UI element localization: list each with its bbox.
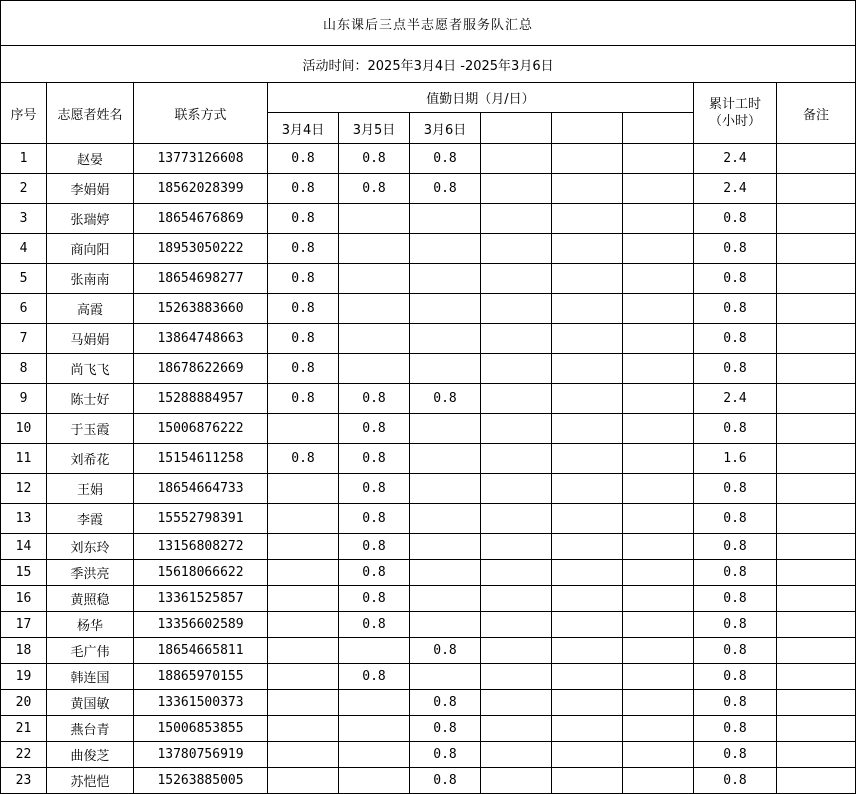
row-note bbox=[777, 264, 856, 294]
row-phone: 18654698277 bbox=[134, 264, 268, 294]
row-day-3 bbox=[410, 534, 481, 560]
table-row bbox=[1, 504, 856, 534]
row-day-6 bbox=[623, 144, 694, 174]
row-phone: 15288884957 bbox=[134, 384, 268, 414]
row-day-3: 0.8 bbox=[410, 716, 481, 742]
row-total-hours: 0.8 bbox=[694, 294, 777, 324]
row-day-1 bbox=[268, 664, 339, 690]
row-day-6 bbox=[623, 474, 694, 504]
row-day-5 bbox=[552, 742, 623, 768]
row-day-6 bbox=[623, 264, 694, 294]
row-phone: 15263885005 bbox=[134, 768, 268, 794]
row-index: 14 bbox=[1, 534, 47, 560]
row-total-hours: 0.8 bbox=[694, 204, 777, 234]
header-dates-group: 值勤日期（月/日） bbox=[268, 83, 694, 113]
row-day-1: 0.8 bbox=[268, 264, 339, 294]
table-row bbox=[1, 384, 856, 414]
row-day-3 bbox=[410, 612, 481, 638]
row-day-2: 0.8 bbox=[339, 504, 410, 534]
row-day-1: 0.8 bbox=[268, 174, 339, 204]
row-day-1 bbox=[268, 560, 339, 586]
row-day-2 bbox=[339, 204, 410, 234]
row-name: 张南南 bbox=[47, 264, 134, 294]
row-day-2 bbox=[339, 234, 410, 264]
row-total-hours: 0.8 bbox=[694, 474, 777, 504]
header-note: 备注 bbox=[777, 83, 856, 144]
row-day-5 bbox=[552, 174, 623, 204]
row-day-1: 0.8 bbox=[268, 144, 339, 174]
header-total-hours bbox=[694, 83, 777, 144]
row-index: 19 bbox=[1, 664, 47, 690]
row-phone: 15006853855 bbox=[134, 716, 268, 742]
row-total-hours: 2.4 bbox=[694, 384, 777, 414]
table-row bbox=[1, 324, 856, 354]
row-day-2 bbox=[339, 690, 410, 716]
row-name: 王娟 bbox=[47, 474, 134, 504]
row-day-3 bbox=[410, 354, 481, 384]
row-day-4 bbox=[481, 384, 552, 414]
row-day-1: 0.8 bbox=[268, 444, 339, 474]
row-note bbox=[777, 664, 856, 690]
row-phone: 18654664733 bbox=[134, 474, 268, 504]
row-day-4 bbox=[481, 234, 552, 264]
row-day-5 bbox=[552, 560, 623, 586]
row-day-4 bbox=[481, 560, 552, 586]
row-day-1 bbox=[268, 534, 339, 560]
row-day-5 bbox=[552, 414, 623, 444]
row-day-4 bbox=[481, 264, 552, 294]
row-day-3 bbox=[410, 560, 481, 586]
header-total-hours-line2: （小时） bbox=[708, 114, 761, 129]
row-note bbox=[777, 504, 856, 534]
row-phone: 13864748663 bbox=[134, 324, 268, 354]
row-day-5 bbox=[552, 534, 623, 560]
row-name: 于玉霞 bbox=[47, 414, 134, 444]
row-total-hours: 2.4 bbox=[694, 144, 777, 174]
row-day-5 bbox=[552, 638, 623, 664]
row-day-3 bbox=[410, 204, 481, 234]
row-day-6 bbox=[623, 384, 694, 414]
row-day-6 bbox=[623, 664, 694, 690]
row-day-4 bbox=[481, 204, 552, 234]
row-note bbox=[777, 716, 856, 742]
row-day-5 bbox=[552, 144, 623, 174]
row-name: 黄照稳 bbox=[47, 586, 134, 612]
row-day-6 bbox=[623, 234, 694, 264]
row-total-hours: 0.8 bbox=[694, 264, 777, 294]
row-phone: 18654665811 bbox=[134, 638, 268, 664]
row-day-2 bbox=[339, 638, 410, 664]
header-date-5 bbox=[552, 113, 623, 144]
row-day-6 bbox=[623, 768, 694, 794]
row-phone: 18678622669 bbox=[134, 354, 268, 384]
header-date-1: 3月4日 bbox=[268, 113, 339, 144]
row-note bbox=[777, 534, 856, 560]
row-index: 22 bbox=[1, 742, 47, 768]
table-row bbox=[1, 664, 856, 690]
row-phone: 13356602589 bbox=[134, 612, 268, 638]
row-day-1: 0.8 bbox=[268, 234, 339, 264]
row-day-6 bbox=[623, 560, 694, 586]
row-index: 16 bbox=[1, 586, 47, 612]
row-day-4 bbox=[481, 664, 552, 690]
row-day-3 bbox=[410, 664, 481, 690]
row-day-3: 0.8 bbox=[410, 690, 481, 716]
row-total-hours: 2.4 bbox=[694, 174, 777, 204]
row-day-2 bbox=[339, 716, 410, 742]
row-day-1 bbox=[268, 638, 339, 664]
row-note bbox=[777, 690, 856, 716]
row-day-6 bbox=[623, 294, 694, 324]
row-note bbox=[777, 414, 856, 444]
row-name: 刘东玲 bbox=[47, 534, 134, 560]
row-day-2: 0.8 bbox=[339, 586, 410, 612]
row-day-4 bbox=[481, 716, 552, 742]
row-day-5 bbox=[552, 204, 623, 234]
row-index: 5 bbox=[1, 264, 47, 294]
row-phone: 13361525857 bbox=[134, 586, 268, 612]
row-total-hours: 0.8 bbox=[694, 560, 777, 586]
row-day-1 bbox=[268, 716, 339, 742]
row-name: 曲俊芝 bbox=[47, 742, 134, 768]
header-date-6 bbox=[623, 113, 694, 144]
row-note bbox=[777, 324, 856, 354]
row-day-1 bbox=[268, 474, 339, 504]
row-total-hours: 0.8 bbox=[694, 234, 777, 264]
row-phone: 13780756919 bbox=[134, 742, 268, 768]
row-index: 4 bbox=[1, 234, 47, 264]
row-day-3 bbox=[410, 474, 481, 504]
row-day-3 bbox=[410, 444, 481, 474]
row-day-6 bbox=[623, 354, 694, 384]
row-day-2: 0.8 bbox=[339, 174, 410, 204]
row-name: 韩连国 bbox=[47, 664, 134, 690]
table-row bbox=[1, 586, 856, 612]
row-day-2: 0.8 bbox=[339, 444, 410, 474]
row-total-hours: 0.8 bbox=[694, 534, 777, 560]
header-date-2: 3月5日 bbox=[339, 113, 410, 144]
row-day-5 bbox=[552, 504, 623, 534]
row-day-6 bbox=[623, 534, 694, 560]
row-day-4 bbox=[481, 444, 552, 474]
row-day-4 bbox=[481, 534, 552, 560]
row-name: 商向阳 bbox=[47, 234, 134, 264]
row-day-1 bbox=[268, 504, 339, 534]
row-index: 20 bbox=[1, 690, 47, 716]
row-note bbox=[777, 638, 856, 664]
row-day-5 bbox=[552, 690, 623, 716]
activity-period: 活动时间：2025年3月4日 -2025年3月6日 bbox=[1, 46, 856, 83]
table-row bbox=[1, 204, 856, 234]
row-day-5 bbox=[552, 444, 623, 474]
row-total-hours: 0.8 bbox=[694, 716, 777, 742]
row-day-1: 0.8 bbox=[268, 384, 339, 414]
row-index: 1 bbox=[1, 144, 47, 174]
row-day-1: 0.8 bbox=[268, 324, 339, 354]
row-day-4 bbox=[481, 324, 552, 354]
row-phone: 18654676869 bbox=[134, 204, 268, 234]
row-day-2: 0.8 bbox=[339, 534, 410, 560]
row-day-4 bbox=[481, 768, 552, 794]
table-row bbox=[1, 690, 856, 716]
row-note bbox=[777, 768, 856, 794]
row-name: 赵晏 bbox=[47, 144, 134, 174]
row-day-4 bbox=[481, 586, 552, 612]
row-day-4 bbox=[481, 144, 552, 174]
row-total-hours: 0.8 bbox=[694, 324, 777, 354]
sheet-title: 山东课后三点半志愿者服务队汇总 bbox=[1, 1, 856, 46]
row-phone: 18562028399 bbox=[134, 174, 268, 204]
table-row bbox=[1, 264, 856, 294]
row-note bbox=[777, 384, 856, 414]
row-day-2 bbox=[339, 768, 410, 794]
row-phone: 13773126608 bbox=[134, 144, 268, 174]
row-day-6 bbox=[623, 414, 694, 444]
row-phone: 15552798391 bbox=[134, 504, 268, 534]
row-day-6 bbox=[623, 612, 694, 638]
row-total-hours: 0.8 bbox=[694, 768, 777, 794]
row-day-6 bbox=[623, 324, 694, 354]
row-note bbox=[777, 204, 856, 234]
row-day-1 bbox=[268, 690, 339, 716]
table-row bbox=[1, 638, 856, 664]
row-note bbox=[777, 612, 856, 638]
row-day-5 bbox=[552, 264, 623, 294]
row-day-1: 0.8 bbox=[268, 204, 339, 234]
row-day-4 bbox=[481, 294, 552, 324]
table-row bbox=[1, 354, 856, 384]
row-note bbox=[777, 444, 856, 474]
header-date-4 bbox=[481, 113, 552, 144]
row-note bbox=[777, 742, 856, 768]
row-name: 尚飞飞 bbox=[47, 354, 134, 384]
row-day-4 bbox=[481, 414, 552, 444]
header-contact: 联系方式 bbox=[134, 83, 268, 144]
row-name: 苏恺恺 bbox=[47, 768, 134, 794]
row-day-4 bbox=[481, 354, 552, 384]
row-day-2: 0.8 bbox=[339, 384, 410, 414]
row-day-2 bbox=[339, 354, 410, 384]
row-day-3: 0.8 bbox=[410, 638, 481, 664]
row-day-1 bbox=[268, 612, 339, 638]
row-day-3: 0.8 bbox=[410, 742, 481, 768]
row-day-3 bbox=[410, 414, 481, 444]
row-phone: 15154611258 bbox=[134, 444, 268, 474]
row-name: 燕台青 bbox=[47, 716, 134, 742]
header-name: 志愿者姓名 bbox=[47, 83, 134, 144]
row-index: 10 bbox=[1, 414, 47, 444]
table-row bbox=[1, 742, 856, 768]
row-day-6 bbox=[623, 174, 694, 204]
header-index: 序号 bbox=[1, 83, 47, 144]
row-day-2: 0.8 bbox=[339, 414, 410, 444]
row-phone: 15618066622 bbox=[134, 560, 268, 586]
row-day-1: 0.8 bbox=[268, 294, 339, 324]
row-index: 11 bbox=[1, 444, 47, 474]
row-day-4 bbox=[481, 742, 552, 768]
row-index: 17 bbox=[1, 612, 47, 638]
row-day-1 bbox=[268, 768, 339, 794]
row-total-hours: 0.8 bbox=[694, 414, 777, 444]
table-row bbox=[1, 144, 856, 174]
row-day-5 bbox=[552, 664, 623, 690]
row-note bbox=[777, 474, 856, 504]
row-day-3 bbox=[410, 264, 481, 294]
row-total-hours: 0.8 bbox=[694, 354, 777, 384]
row-day-6 bbox=[623, 742, 694, 768]
row-day-5 bbox=[552, 294, 623, 324]
row-phone: 18865970155 bbox=[134, 664, 268, 690]
row-name: 马娟娟 bbox=[47, 324, 134, 354]
row-day-5 bbox=[552, 354, 623, 384]
header-date-3: 3月6日 bbox=[410, 113, 481, 144]
row-day-2: 0.8 bbox=[339, 144, 410, 174]
row-day-1 bbox=[268, 742, 339, 768]
table-row bbox=[1, 174, 856, 204]
table-row bbox=[1, 444, 856, 474]
row-total-hours: 0.8 bbox=[694, 690, 777, 716]
row-name: 季洪亮 bbox=[47, 560, 134, 586]
row-day-3: 0.8 bbox=[410, 768, 481, 794]
table-row bbox=[1, 294, 856, 324]
row-name: 刘希花 bbox=[47, 444, 134, 474]
row-day-6 bbox=[623, 204, 694, 234]
row-day-5 bbox=[552, 474, 623, 504]
row-name: 毛广伟 bbox=[47, 638, 134, 664]
row-note bbox=[777, 294, 856, 324]
row-name: 陈士好 bbox=[47, 384, 134, 414]
row-index: 21 bbox=[1, 716, 47, 742]
row-day-5 bbox=[552, 324, 623, 354]
row-name: 李霞 bbox=[47, 504, 134, 534]
table-row bbox=[1, 474, 856, 504]
row-day-3: 0.8 bbox=[410, 174, 481, 204]
row-day-4 bbox=[481, 638, 552, 664]
row-phone: 15006876222 bbox=[134, 414, 268, 444]
table-row bbox=[1, 716, 856, 742]
row-day-2: 0.8 bbox=[339, 612, 410, 638]
row-day-2 bbox=[339, 294, 410, 324]
row-phone: 18953050222 bbox=[134, 234, 268, 264]
row-day-5 bbox=[552, 384, 623, 414]
row-index: 6 bbox=[1, 294, 47, 324]
row-day-4 bbox=[481, 690, 552, 716]
row-day-5 bbox=[552, 768, 623, 794]
row-day-1 bbox=[268, 414, 339, 444]
row-note bbox=[777, 174, 856, 204]
row-day-2 bbox=[339, 264, 410, 294]
row-name: 李娟娟 bbox=[47, 174, 134, 204]
row-index: 18 bbox=[1, 638, 47, 664]
table-row bbox=[1, 414, 856, 444]
row-total-hours: 0.8 bbox=[694, 664, 777, 690]
row-day-4 bbox=[481, 612, 552, 638]
row-index: 13 bbox=[1, 504, 47, 534]
row-total-hours: 1.6 bbox=[694, 444, 777, 474]
row-day-1 bbox=[268, 586, 339, 612]
row-name: 张瑞婷 bbox=[47, 204, 134, 234]
row-name: 杨华 bbox=[47, 612, 134, 638]
row-phone: 13156808272 bbox=[134, 534, 268, 560]
table-row bbox=[1, 234, 856, 264]
row-phone: 13361500373 bbox=[134, 690, 268, 716]
row-note bbox=[777, 144, 856, 174]
row-index: 3 bbox=[1, 204, 47, 234]
row-total-hours: 0.8 bbox=[694, 638, 777, 664]
row-day-5 bbox=[552, 586, 623, 612]
row-day-3 bbox=[410, 324, 481, 354]
header-total-hours-line1: 累计工时 bbox=[708, 97, 761, 112]
row-day-4 bbox=[481, 504, 552, 534]
row-day-6 bbox=[623, 504, 694, 534]
row-note bbox=[777, 586, 856, 612]
row-day-3: 0.8 bbox=[410, 384, 481, 414]
row-index: 7 bbox=[1, 324, 47, 354]
row-day-2: 0.8 bbox=[339, 560, 410, 586]
row-day-2 bbox=[339, 742, 410, 768]
row-day-4 bbox=[481, 474, 552, 504]
row-total-hours: 0.8 bbox=[694, 742, 777, 768]
row-index: 9 bbox=[1, 384, 47, 414]
row-day-5 bbox=[552, 612, 623, 638]
row-name: 黄国敏 bbox=[47, 690, 134, 716]
row-day-3 bbox=[410, 234, 481, 264]
row-total-hours: 0.8 bbox=[694, 504, 777, 534]
row-day-6 bbox=[623, 444, 694, 474]
row-note bbox=[777, 560, 856, 586]
row-total-hours: 0.8 bbox=[694, 586, 777, 612]
row-day-6 bbox=[623, 690, 694, 716]
table-row bbox=[1, 560, 856, 586]
row-day-4 bbox=[481, 174, 552, 204]
row-day-3 bbox=[410, 294, 481, 324]
row-total-hours: 0.8 bbox=[694, 612, 777, 638]
row-index: 15 bbox=[1, 560, 47, 586]
row-day-3 bbox=[410, 586, 481, 612]
row-day-3 bbox=[410, 504, 481, 534]
row-phone: 15263883660 bbox=[134, 294, 268, 324]
row-day-6 bbox=[623, 586, 694, 612]
row-day-1: 0.8 bbox=[268, 354, 339, 384]
row-day-6 bbox=[623, 716, 694, 742]
row-index: 23 bbox=[1, 768, 47, 794]
row-note bbox=[777, 354, 856, 384]
row-index: 2 bbox=[1, 174, 47, 204]
row-index: 8 bbox=[1, 354, 47, 384]
table-row bbox=[1, 534, 856, 560]
row-day-5 bbox=[552, 234, 623, 264]
row-day-2: 0.8 bbox=[339, 474, 410, 504]
table-row bbox=[1, 768, 856, 794]
row-day-2: 0.8 bbox=[339, 664, 410, 690]
row-name: 高霞 bbox=[47, 294, 134, 324]
row-day-2 bbox=[339, 324, 410, 354]
table-row bbox=[1, 612, 856, 638]
row-day-3: 0.8 bbox=[410, 144, 481, 174]
row-index: 12 bbox=[1, 474, 47, 504]
row-note bbox=[777, 234, 856, 264]
row-day-5 bbox=[552, 716, 623, 742]
row-day-6 bbox=[623, 638, 694, 664]
